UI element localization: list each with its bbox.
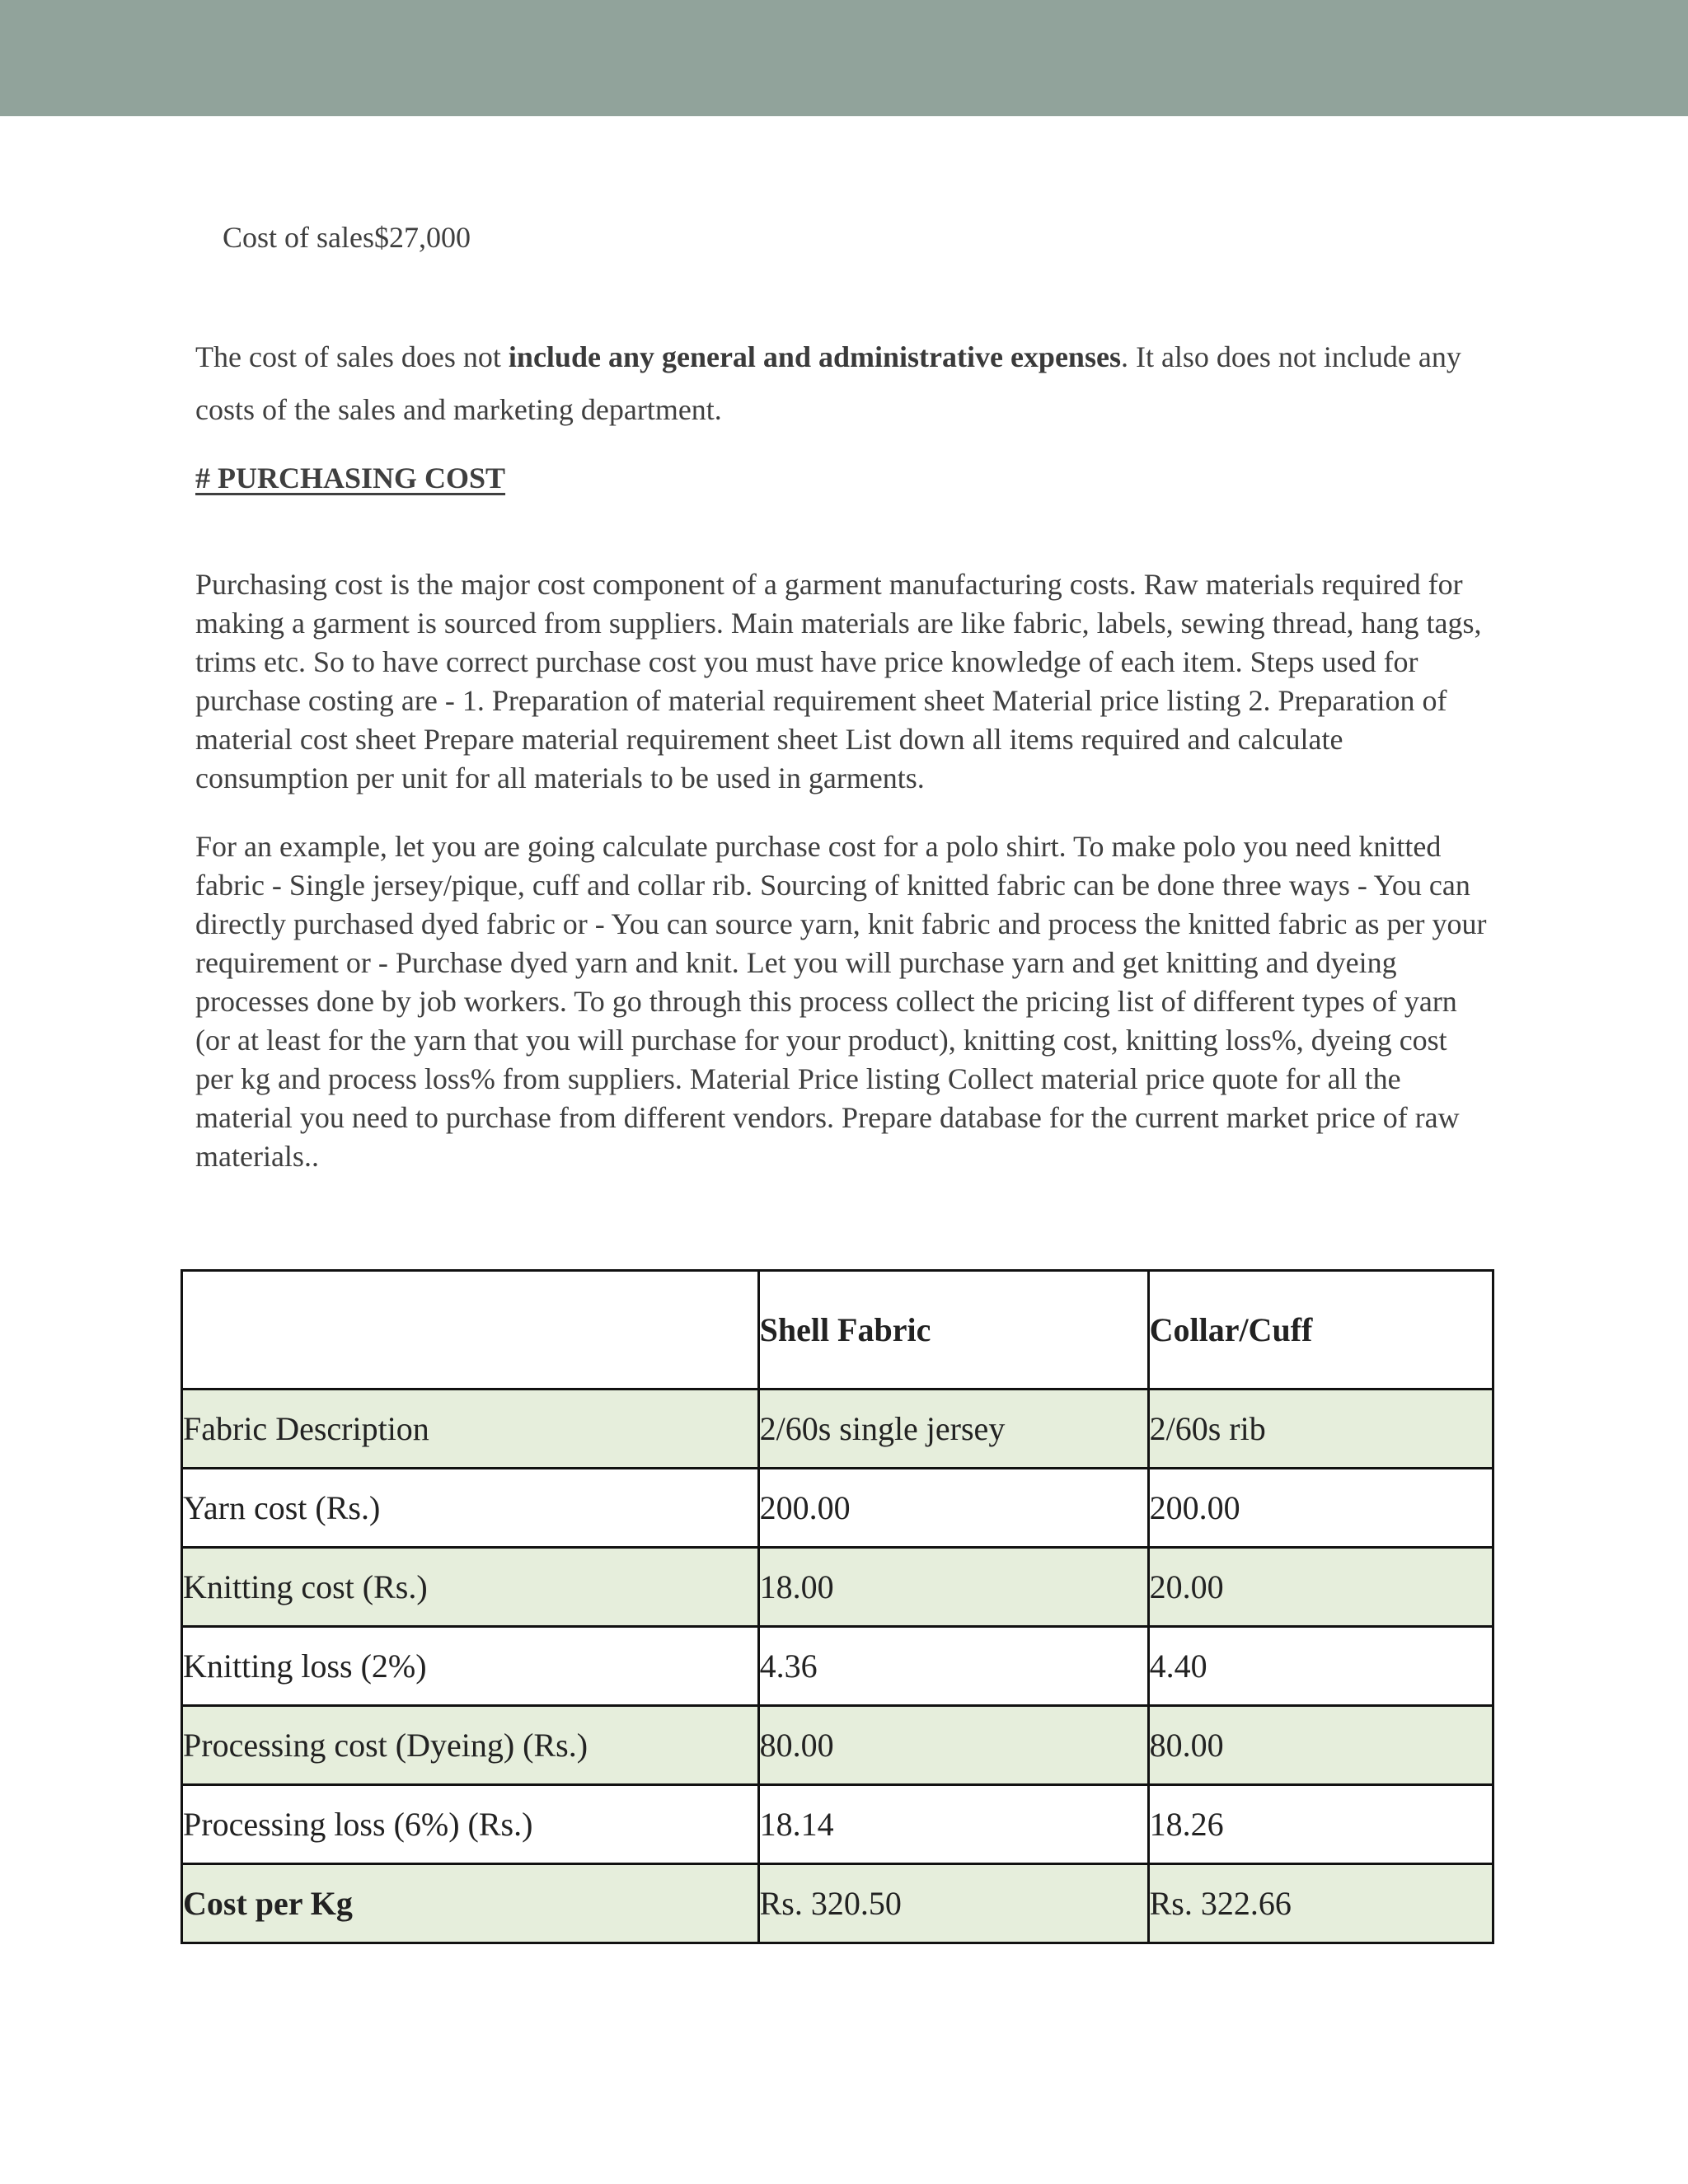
table-cell: 2/60s single jersey — [758, 1390, 1148, 1469]
table-header-cell — [182, 1271, 759, 1390]
body-paragraph-1: Purchasing cost is the major cost component of a garment manufacturing costs. Raw materials required for making a garment is sourced from suppliers. Main materials are like fabric, labels, sewing thread, hang tags, trims etc. So to have correct purchase cost you must have price knowledge of each item. Steps used for purchase costing are - 1. Preparation of material requirement sheet Material price listing 2. Preparation of material cost sheet Prepare material requirement sheet List down all items required and calculate consumption per unit for all materials to be used in garments. — [195, 568, 1482, 794]
section-heading: # PURCHASING COST — [195, 462, 506, 494]
table-header-cell: Collar/Cuff — [1148, 1271, 1493, 1390]
row-label: Yarn cost (Rs.) — [182, 1469, 759, 1548]
intro-text-end: . It also does not include any costs of the sales and marketing department. — [195, 340, 1461, 426]
row-label: Fabric Description — [182, 1390, 759, 1469]
table-cell: 18.00 — [758, 1548, 1148, 1627]
table-cell: 4.36 — [758, 1627, 1148, 1706]
table-cell: 200.00 — [758, 1469, 1148, 1548]
table-row — [182, 1706, 1493, 1785]
table-cell: 18.26 — [1148, 1785, 1493, 1864]
table-row — [182, 1785, 1493, 1864]
intro-text-start: The cost of sales does not — [195, 340, 509, 373]
row-label: Knitting cost (Rs.) — [182, 1548, 759, 1627]
row-label: Cost per Kg — [182, 1864, 759, 1943]
intro-paragraph — [195, 330, 1489, 436]
row-label: Processing cost (Dyeing) (Rs.) — [182, 1706, 759, 1785]
table-header-row — [182, 1271, 1493, 1390]
table-cell: 20.00 — [1148, 1548, 1493, 1627]
table-row — [182, 1627, 1493, 1706]
table-cell: Rs. 320.50 — [758, 1864, 1148, 1943]
table-header-cell: Shell Fabric — [758, 1271, 1148, 1390]
table-cell: Rs. 322.66 — [1148, 1864, 1493, 1943]
row-label: Processing loss (6%) (Rs.) — [182, 1785, 759, 1864]
header-band — [0, 0, 1688, 116]
table-cell: 2/60s rib — [1148, 1390, 1493, 1469]
table-total-row — [182, 1864, 1493, 1943]
table-cell: 80.00 — [1148, 1706, 1493, 1785]
cost-table — [181, 1269, 1494, 1944]
table-cell: 80.00 — [758, 1706, 1148, 1785]
row-label: Knitting loss (2%) — [182, 1627, 759, 1706]
table-cell: 18.14 — [758, 1785, 1148, 1864]
cost-of-sales-line: Cost of sales$27,000 — [223, 221, 471, 254]
intro-text-bold: include any general and administrative expenses — [508, 340, 1121, 373]
table-cell: 4.40 — [1148, 1627, 1493, 1706]
body-paragraph-2: For an example, let you are going calculate purchase cost for a polo shirt. To make polo you need knitted fabric - Single jersey/pique, cuff and collar rib. Sourcing of knitted fabric can be done three ways - You can directly purchased dyed fabric or - You can source yarn, knit fabric and process the knitted fabric as per your requirement or - Purchase dyed yarn and knit. Let you will purchase yarn and get knitting and dyeing processes done by job workers. To go through this process collect the pricing list of different types of yarn (or at least for the yarn that you will purchase for your product), knitting cost, knitting loss%, dyeing cost per kg and process loss% from suppliers. Material Price listing Collect material price quote for all the material you need to purchase from different vendors. Prepare database for the current market price of raw materials.. — [195, 830, 1487, 1173]
table-row — [182, 1548, 1493, 1627]
table-row — [182, 1390, 1493, 1469]
table-row — [182, 1469, 1493, 1548]
table-cell: 200.00 — [1148, 1469, 1493, 1548]
